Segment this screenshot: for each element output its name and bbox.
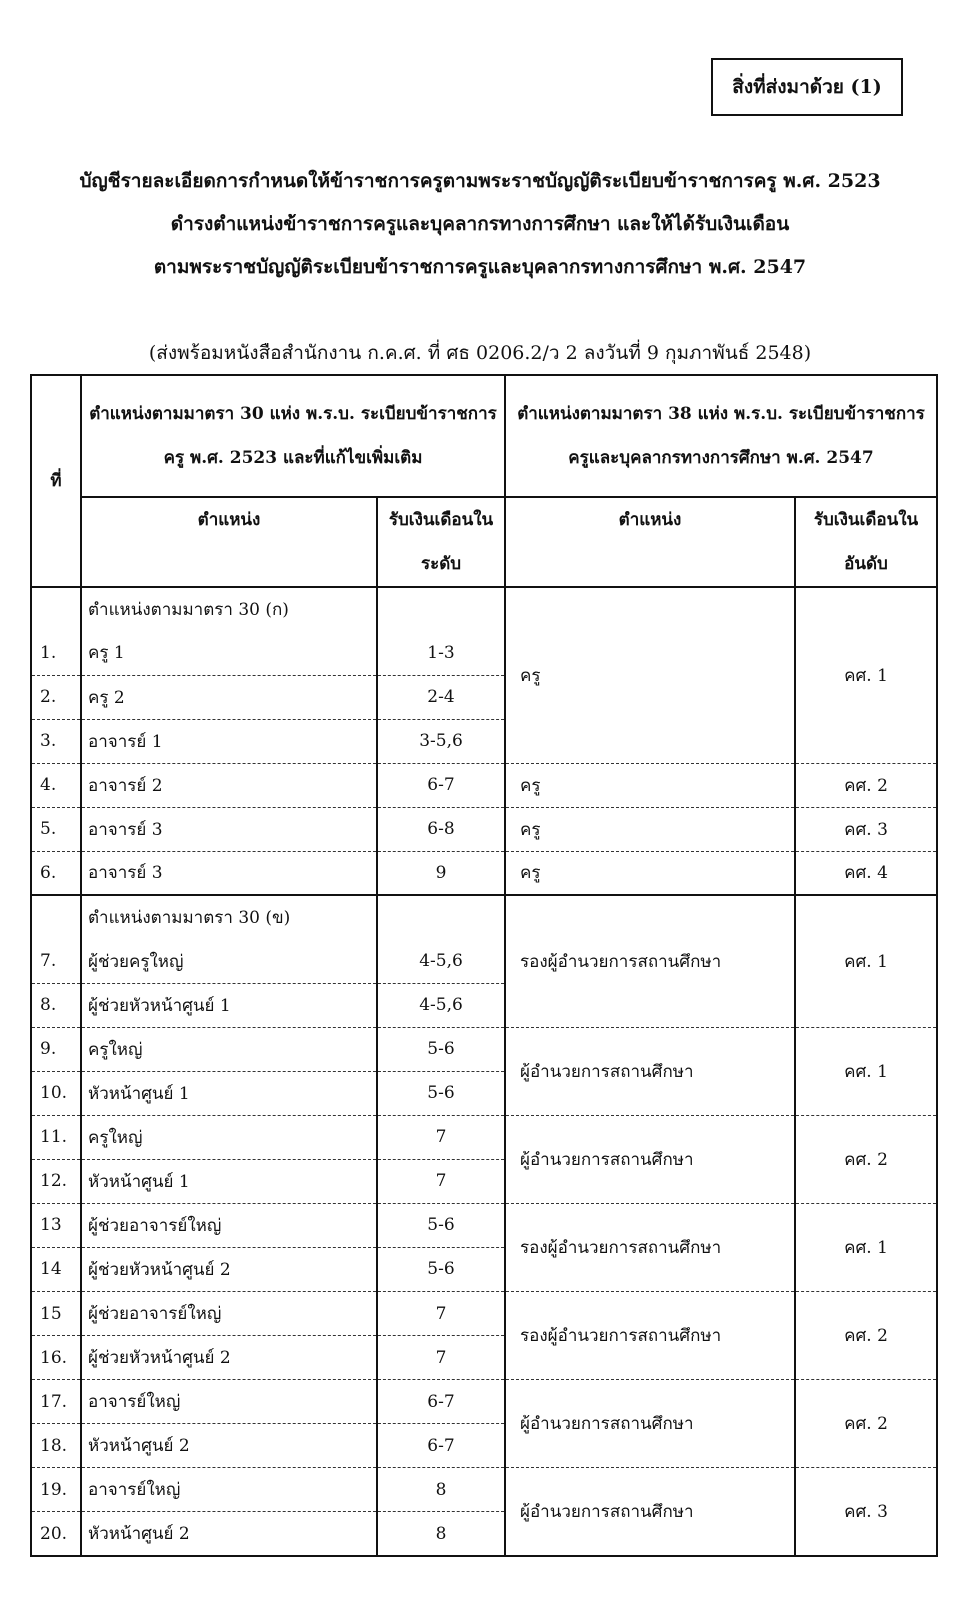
row-no: 17. <box>31 1380 81 1424</box>
row-no: 6. <box>31 851 81 895</box>
row-no: 8. <box>31 983 81 1027</box>
row-level: 7 <box>377 1336 505 1380</box>
row-position: หัวหน้าศูนย์ 2 <box>81 1512 377 1556</box>
row-position: ครู 1 <box>81 631 377 675</box>
new-position-11: ผู้อำนวยการสถานศึกษา <box>505 1468 795 1556</box>
new-position-6: ผู้อำนวยการสถานศึกษา <box>505 1027 795 1115</box>
new-level-9: คศ. 2 <box>795 1292 937 1380</box>
row-level: 5-6 <box>377 1247 505 1291</box>
row-no: 14 <box>31 1247 81 1291</box>
row-no: 9. <box>31 1027 81 1071</box>
row-position: ผู้ช่วยอาจารย์ใหญ่ <box>81 1292 377 1336</box>
document-subtitle: (ส่งพร้อมหนังสือสำนักงาน ก.ค.ศ. ที่ ศธ 0206.2/ว 2 ลงวันที่ 9 กุมภาพันธ์ 2548) <box>148 342 812 364</box>
new-position-1: ครู <box>505 587 795 763</box>
document-title-line-3: ตามพระราชบัญญัติระเบียบข้าราชการครูและบุคลากรทางการศึกษา พ.ศ. 2547 <box>153 256 807 278</box>
row-level: 8 <box>377 1468 505 1512</box>
header-new-group: ตำแหน่งตามมาตรา 38 แห่ง พ.ร.บ. ระเบียบข้าราชการครูและบุคลากรทางการศึกษา พ.ศ. 2547 <box>505 375 937 497</box>
row-position: อาจารย์ใหญ่ <box>81 1380 377 1424</box>
row-level: 6-7 <box>377 1380 505 1424</box>
new-level-3: คศ. 3 <box>795 807 937 851</box>
row-position: อาจารย์ 3 <box>81 851 377 895</box>
row-position: หัวหน้าศูนย์ 1 <box>81 1071 377 1115</box>
new-position-3: ครู <box>505 807 795 851</box>
new-position-5: รองผู้อำนวยการสถานศึกษา <box>505 895 795 1027</box>
row-position: ครูใหญ่ <box>81 1115 377 1159</box>
row-no: 11. <box>31 1115 81 1159</box>
header-new-level: รับเงินเดือนในอันดับ <box>795 497 937 587</box>
group-b-no <box>31 895 81 939</box>
group-b-label: ตำแหน่งตามมาตรา 30 (ข) <box>81 895 377 939</box>
row-no: 19. <box>31 1468 81 1512</box>
new-position-10: ผู้อำนวยการสถานศึกษา <box>505 1380 795 1468</box>
attachment-label: สิ่งที่ส่งมาด้วย (1) <box>711 58 903 116</box>
new-level-10: คศ. 2 <box>795 1380 937 1468</box>
row-no: 3. <box>31 719 81 763</box>
header-old-group: ตำแหน่งตามมาตรา 30 แห่ง พ.ร.บ. ระเบียบข้าราชการครู พ.ศ. 2523 และที่แก้ไขเพิ่มเติม <box>81 375 505 497</box>
row-no: 1. <box>31 631 81 675</box>
row-level: 7 <box>377 1115 505 1159</box>
new-position-2: ครู <box>505 763 795 807</box>
new-level-4: คศ. 4 <box>795 851 937 895</box>
row-no: 20. <box>31 1512 81 1556</box>
row-position: ครูใหญ่ <box>81 1027 377 1071</box>
row-no: 13 <box>31 1203 81 1247</box>
row-position: ผู้ช่วยหัวหน้าศูนย์ 2 <box>81 1336 377 1380</box>
document-title-line-2: ดำรงตำแหน่งข้าราชการครูและบุคลากรทางการศึกษา และให้ได้รับเงินเดือน <box>170 213 790 235</box>
row-level: 4-5,6 <box>377 983 505 1027</box>
position-mapping-table <box>30 374 938 1557</box>
row-no: 15 <box>31 1292 81 1336</box>
header-no: ที่ <box>31 375 81 587</box>
row-no: 16. <box>31 1336 81 1380</box>
row-no: 5. <box>31 807 81 851</box>
row-no: 7. <box>31 939 81 983</box>
header-old-position: ตำแหน่ง <box>81 497 377 587</box>
row-position: อาจารย์ 1 <box>81 719 377 763</box>
row-level: 7 <box>377 1159 505 1203</box>
header-new-position: ตำแหน่ง <box>505 497 795 587</box>
new-position-7: ผู้อำนวยการสถานศึกษา <box>505 1115 795 1203</box>
new-position-4: ครู <box>505 851 795 895</box>
row-level: 6-7 <box>377 763 505 807</box>
row-position: ผู้ช่วยอาจารย์ใหญ่ <box>81 1203 377 1247</box>
row-no: 12. <box>31 1159 81 1203</box>
new-level-1: คศ. 1 <box>795 587 937 763</box>
row-level: 2-4 <box>377 675 505 719</box>
group-a-no <box>31 587 81 631</box>
row-no: 10. <box>31 1071 81 1115</box>
new-level-11: คศ. 3 <box>795 1468 937 1556</box>
new-level-6: คศ. 1 <box>795 1027 937 1115</box>
row-position: อาจารย์ 2 <box>81 763 377 807</box>
row-level: 5-6 <box>377 1203 505 1247</box>
row-position: ครู 2 <box>81 675 377 719</box>
row-position: อาจารย์ใหญ่ <box>81 1468 377 1512</box>
new-level-8: คศ. 1 <box>795 1203 937 1291</box>
group-a-level <box>377 587 505 631</box>
new-level-5: คศ. 1 <box>795 895 937 1027</box>
row-position: ผู้ช่วยหัวหน้าศูนย์ 2 <box>81 1247 377 1291</box>
new-level-2: คศ. 2 <box>795 763 937 807</box>
row-position: หัวหน้าศูนย์ 2 <box>81 1424 377 1468</box>
row-position: ผู้ช่วยหัวหน้าศูนย์ 1 <box>81 983 377 1027</box>
new-level-7: คศ. 2 <box>795 1115 937 1203</box>
row-position: ผู้ช่วยครูใหญ่ <box>81 939 377 983</box>
row-level: 9 <box>377 851 505 895</box>
row-level: 8 <box>377 1512 505 1556</box>
header-old-level: รับเงินเดือนในระดับ <box>377 497 505 587</box>
row-no: 2. <box>31 675 81 719</box>
row-position: หัวหน้าศูนย์ 1 <box>81 1159 377 1203</box>
row-level: 7 <box>377 1292 505 1336</box>
group-a-label: ตำแหน่งตามมาตรา 30 (ก) <box>81 587 377 631</box>
row-level: 1-3 <box>377 631 505 675</box>
row-level: 6-7 <box>377 1424 505 1468</box>
new-position-9: รองผู้อำนวยการสถานศึกษา <box>505 1292 795 1380</box>
row-no: 18. <box>31 1424 81 1468</box>
new-position-8: รองผู้อำนวยการสถานศึกษา <box>505 1203 795 1291</box>
row-level: 6-8 <box>377 807 505 851</box>
row-level: 5-6 <box>377 1027 505 1071</box>
row-position: อาจารย์ 3 <box>81 807 377 851</box>
row-level: 4-5,6 <box>377 939 505 983</box>
document-title-line-1: บัญชีรายละเอียดการกำหนดให้ข้าราชการครูตามพระราชบัญญัติระเบียบข้าราชการครู พ.ศ. 2523 <box>79 170 881 192</box>
row-level: 3-5,6 <box>377 719 505 763</box>
row-no: 4. <box>31 763 81 807</box>
group-b-level <box>377 895 505 939</box>
row-level: 5-6 <box>377 1071 505 1115</box>
